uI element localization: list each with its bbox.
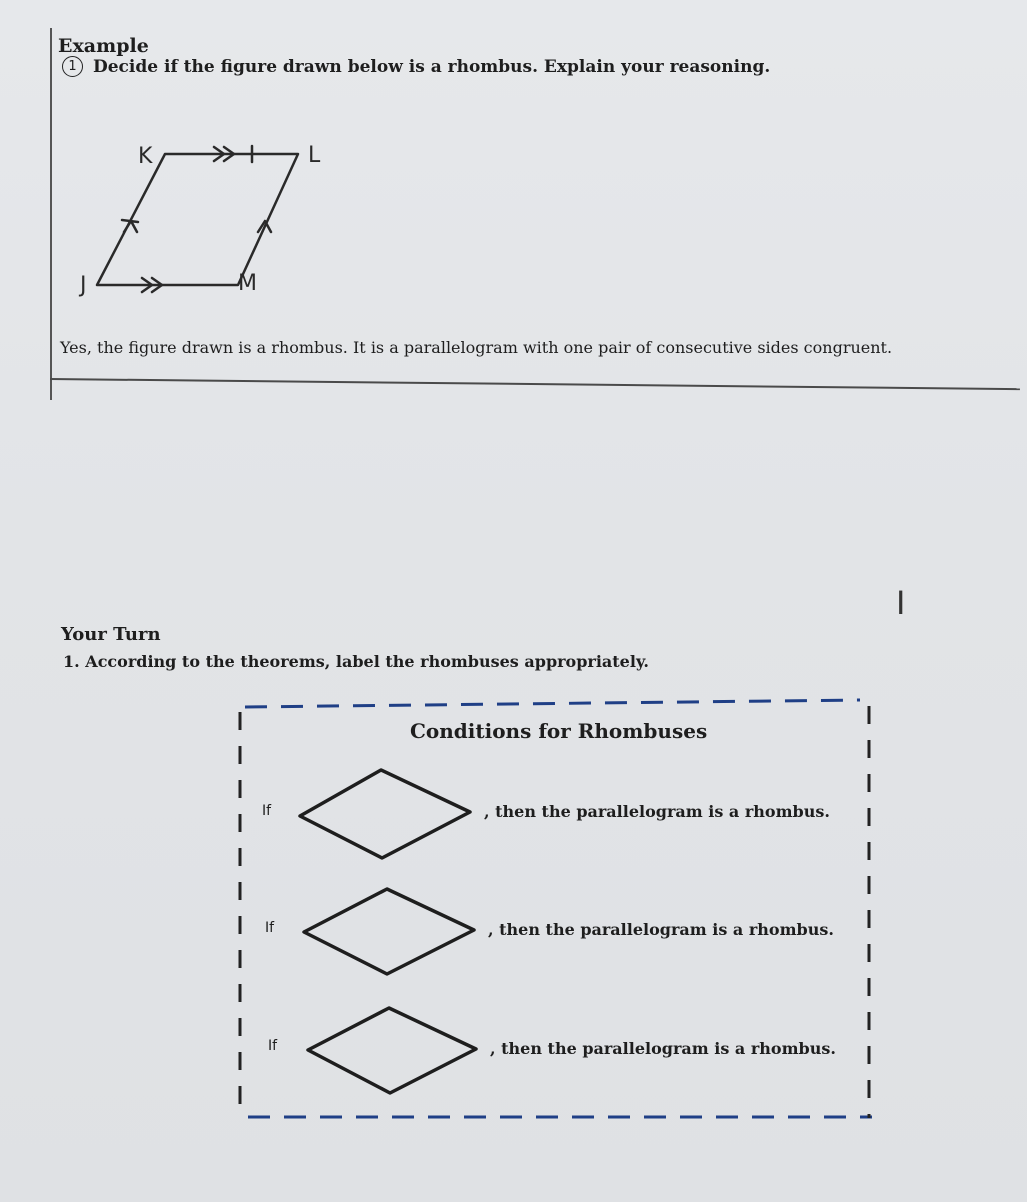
condition-3-if-label: If (268, 1038, 278, 1054)
vertex-j-label: J (80, 273, 87, 298)
condition-1-then-text: , then the parallelogram is a rhombus. (484, 802, 830, 821)
condition-3-then-text: , then the parallelogram is a rhombus. (490, 1039, 836, 1058)
vertex-m-label: M (238, 271, 257, 296)
vertex-l-label: L (308, 143, 321, 168)
condition-rhombus-1 (300, 770, 470, 858)
your-turn-question: 1. According to the theorems, label the rhombuses appropriately. (63, 652, 649, 671)
box-border-top (245, 700, 860, 707)
your-turn-heading: Your Turn (61, 624, 161, 645)
condition-rhombus-2 (304, 889, 474, 974)
conditions-box-title: Conditions for Rhombuses (410, 719, 708, 743)
condition-2-then-text: , then the parallelogram is a rhombus. (488, 920, 834, 939)
vertex-k-label: K (138, 144, 153, 169)
example-heading: Example (58, 35, 149, 57)
question-number-badge: 1 (62, 56, 83, 77)
example-answer: Yes, the figure drawn is a rhombus. It is a parallelogram with one pair of consecutive sides congruent. (60, 338, 893, 357)
condition-rhombus-3 (308, 1008, 476, 1093)
condition-1-if-label: If (262, 803, 272, 819)
text-cursor-icon: I (896, 584, 906, 622)
example-question-text: Decide if the figure drawn below is a rhombus. Explain your reasoning. (93, 56, 771, 77)
condition-2-if-label: If (265, 920, 275, 936)
